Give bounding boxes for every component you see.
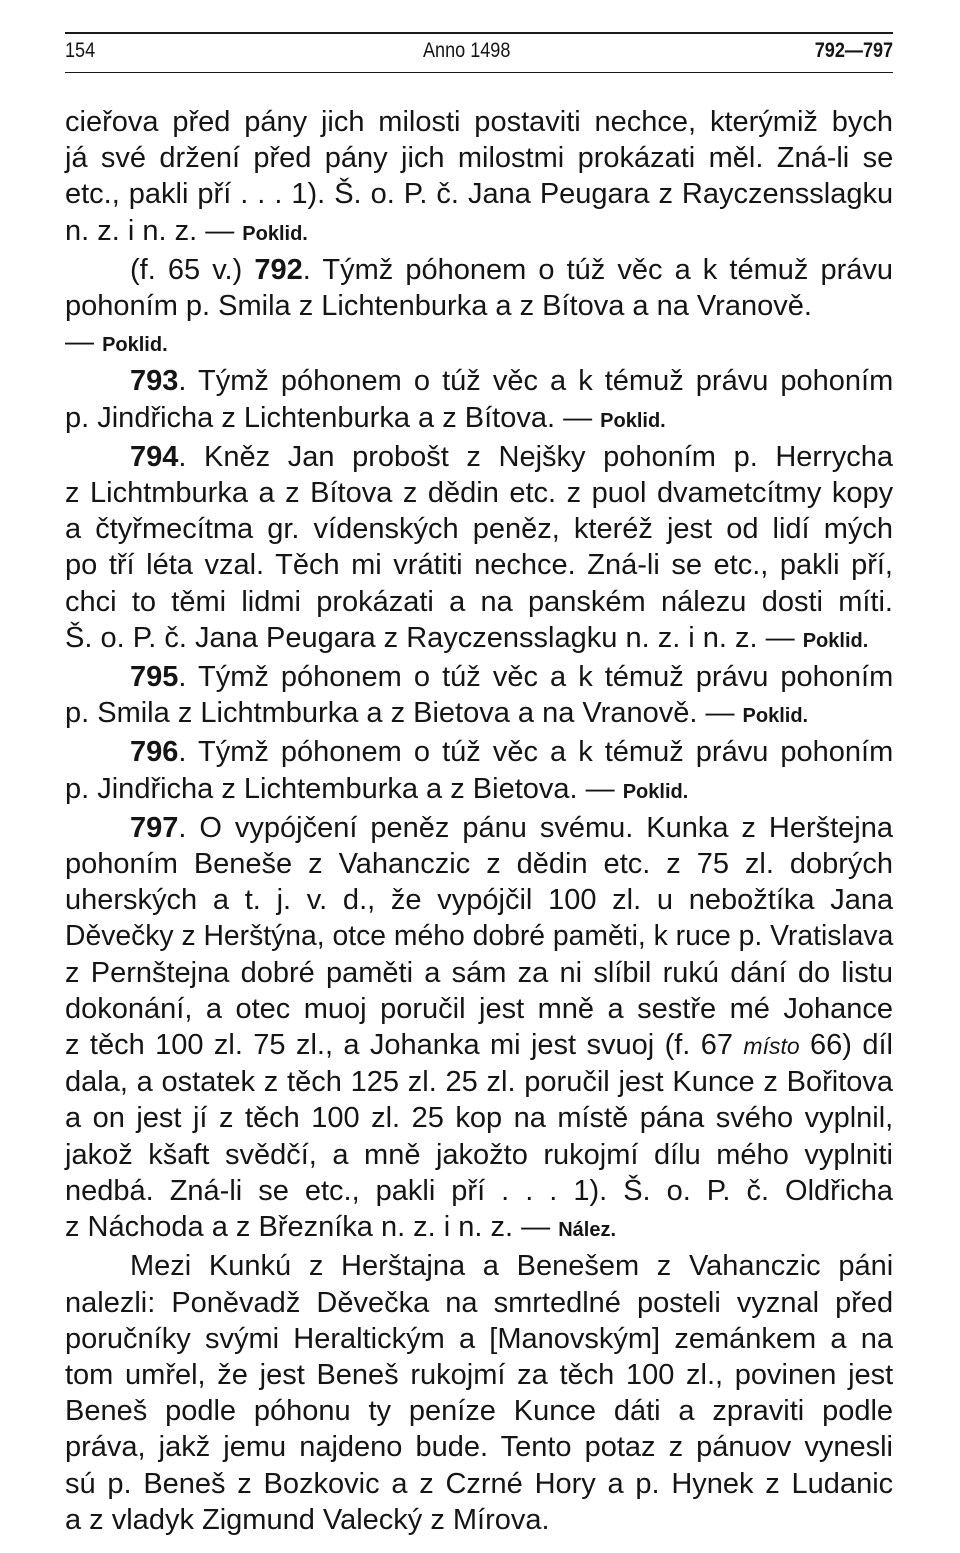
verdict-label: Poklid. <box>242 222 308 245</box>
text-line <box>65 659 893 695</box>
text-line <box>65 771 893 810</box>
text-line <box>65 1393 893 1429</box>
text-line <box>65 1064 893 1100</box>
text-line <box>65 439 893 475</box>
line-text: sú p. Beneš z Bozkovic a z Czrné Hory a p. Hynek z Ludanic <box>65 1467 894 1500</box>
line-text: (f. 65 v.) <box>130 253 255 286</box>
text-line <box>65 846 893 882</box>
text-line <box>65 620 893 659</box>
line-text: a čtyřmecítma gr. vídenských peněz, kteréž jest od lidí mých <box>65 513 893 546</box>
text-line <box>65 734 893 770</box>
line-text: Š. o. P. č. Jana Peugara z Rayczensslagku n. z. i n. z. — <box>65 621 803 654</box>
line-text-rest: . Týmž póhonem o túž věc a k témuž právu pohoním <box>178 661 894 694</box>
line-text-rest: . Týmž póhonem o túž věc a k témuž právu pohoním <box>178 736 894 769</box>
line-text: nalezli: Poněvadž Děvečka na smrtedlné posteli vyznal před <box>65 1286 894 1319</box>
text-line <box>65 1285 893 1321</box>
line-text: p. Jindřicha z Lichtenburka a z Bítova. — <box>65 401 601 434</box>
line-text-rest: . Týmž póhonem o túž věc a k témuž právu <box>302 253 894 286</box>
line-text: cieřova před pány jich milosti postaviti nechce, kterýmiž bych <box>65 106 893 138</box>
line-text: pohoním p. Smila z Lichtenburka a z Bítova a na Vranově. <box>65 290 812 323</box>
text-line <box>65 1173 893 1209</box>
italic-note: místo <box>743 1033 800 1060</box>
line-text: z Pernštejna dobré paměti a sám za ni slíbil rukú dání do listu <box>65 956 893 989</box>
text-line <box>65 1321 893 1357</box>
text-line <box>65 810 893 846</box>
entry-number: 795 <box>130 661 179 694</box>
document-body <box>65 104 893 1538</box>
entry-number: 794 <box>130 440 179 473</box>
line-text: z Náchoda a z Březníka n. z. i n. z. — <box>65 1211 559 1244</box>
text-line <box>65 1466 893 1502</box>
text-line <box>65 695 893 734</box>
header-rule-top <box>65 32 893 34</box>
line-text-rest: 66) díl <box>799 1029 893 1062</box>
text-line <box>65 1100 893 1136</box>
line-text: já své držení před pány jich milostmi prokázati měl. Zná-li se <box>65 142 894 175</box>
line-text-rest: . Týmž póhonem o túž věc a k témuž právu pohoním <box>178 365 894 398</box>
line-text: p. Smila z Lichtmburka a z Bietova a na Vranově. — <box>65 697 743 730</box>
text-line <box>65 213 893 252</box>
text-line <box>65 955 893 991</box>
text-line <box>65 511 893 547</box>
line-text: pohoním Beneše z Vahanczic z dědin etc. z 75 zl. dobrých <box>65 848 894 881</box>
line-text-rest: . Kněz Jan probošt z Nejšky pohoním p. Herrycha <box>178 440 893 473</box>
text-line <box>65 1137 893 1173</box>
text-line <box>65 1429 893 1465</box>
line-text: — <box>65 326 103 359</box>
text-line <box>65 1357 893 1393</box>
text-line <box>65 363 893 399</box>
entry-number: 797 <box>130 811 179 844</box>
line-text: dala, a ostatek z těch 125 zl. 25 zl. poručil jest Kunce z Bořitova <box>65 1066 893 1099</box>
line-text: chci to těmi lidmi prokázati a na panském nálezu dosti míti. <box>65 585 893 618</box>
text-line <box>65 1209 893 1248</box>
line-text: dokonání, a otec muoj poručil jest mně a sestře mé Johance <box>65 992 893 1025</box>
text-line <box>65 991 893 1027</box>
text-line <box>65 104 893 140</box>
line-text: práva, jakž jemu najdeno bude. Tento potaz z pánuov vynesli <box>65 1431 893 1464</box>
entry-number: 796 <box>130 736 179 769</box>
running-title: Anno 1498 <box>423 39 511 62</box>
line-text: p. Jindřicha z Lichtemburka a z Bietova. — <box>65 772 623 805</box>
line-text: nedbá. Zná-li se etc., pakli pří . . . 1). Š. o. P. č. Oldřicha <box>65 1174 893 1207</box>
line-text: Beneš podle póhonu ty peníze Kunce dáti a zpraviti podle <box>65 1395 894 1428</box>
text-line <box>65 288 893 324</box>
line-text: uherských a t. j. v. d., že vypójčil 100 zl. u nebožtíka Jana <box>65 884 894 917</box>
page-number: 154 <box>65 39 96 62</box>
running-header <box>65 22 893 68</box>
text-line <box>65 882 893 918</box>
verdict-label: Poklid. <box>742 705 809 728</box>
text-line <box>65 324 893 363</box>
entry-range: 792—797 <box>814 39 893 62</box>
text-line <box>65 475 893 511</box>
text-line <box>65 918 894 954</box>
text-line <box>65 547 893 583</box>
line-text: z Lichtmburka a z Bítova z dědin etc. z puol dvametcítmy kopy <box>65 477 894 510</box>
line-text: z těch 100 zl. 75 zl., a Johanka mi jest svuoj (f. 67 <box>65 1029 744 1062</box>
line-text: n. z. i n. z. — <box>65 214 243 247</box>
text-line <box>65 584 893 620</box>
verdict-label: Poklid. <box>600 409 666 432</box>
line-text: Děvečky z Herštýna, otce mého dobré paměti, k ruce p. Vratislava <box>65 920 894 953</box>
line-text: etc., pakli pří . . . 1). Š. o. P. č. Jana Peugara z Rayczensslagku <box>65 178 894 211</box>
text-line <box>65 1248 893 1284</box>
text-line <box>65 140 893 176</box>
header-rule-bottom <box>65 72 893 73</box>
line-text: a z vladyk Zigmund Valecký z Mírova. <box>65 1503 550 1536</box>
line-text: Mezi Kunkú z Herštajna a Benešem z Vahanczic páni <box>130 1250 894 1283</box>
line-text: poručníky svými Heraltickým a [Manovským] zemánkem a na <box>65 1322 893 1355</box>
entry-number: 793 <box>130 365 179 398</box>
text-line <box>65 1502 893 1538</box>
text-line <box>65 1027 893 1064</box>
line-text-rest: . O vypójčení peněz pánu svému. Kunka z Herštejna <box>178 811 893 844</box>
line-text: po tří léta vzal. Těch mi vrátiti nechce. Zná-li se etc., pakli pří, <box>65 549 893 582</box>
text-line <box>65 252 893 288</box>
line-text: a on jest jí z těch 100 zl. 25 kop na místě pána svého vyplnil, <box>65 1102 894 1135</box>
verdict-label: Poklid. <box>802 629 869 652</box>
line-text: jakož kšaft svědčí, a mně jakožto rukojmí dílu mého vyplniti <box>65 1138 893 1171</box>
text-line <box>65 400 893 439</box>
line-text: tom umřel, že jest Beneš rukojmí za těch 100 zl., povinen jest <box>65 1358 894 1391</box>
verdict-label: Nález. <box>558 1219 617 1242</box>
entry-number: 792 <box>254 253 303 286</box>
verdict-label: Poklid. <box>622 780 689 803</box>
text-line <box>65 176 893 212</box>
verdict-label: Poklid. <box>102 334 168 357</box>
